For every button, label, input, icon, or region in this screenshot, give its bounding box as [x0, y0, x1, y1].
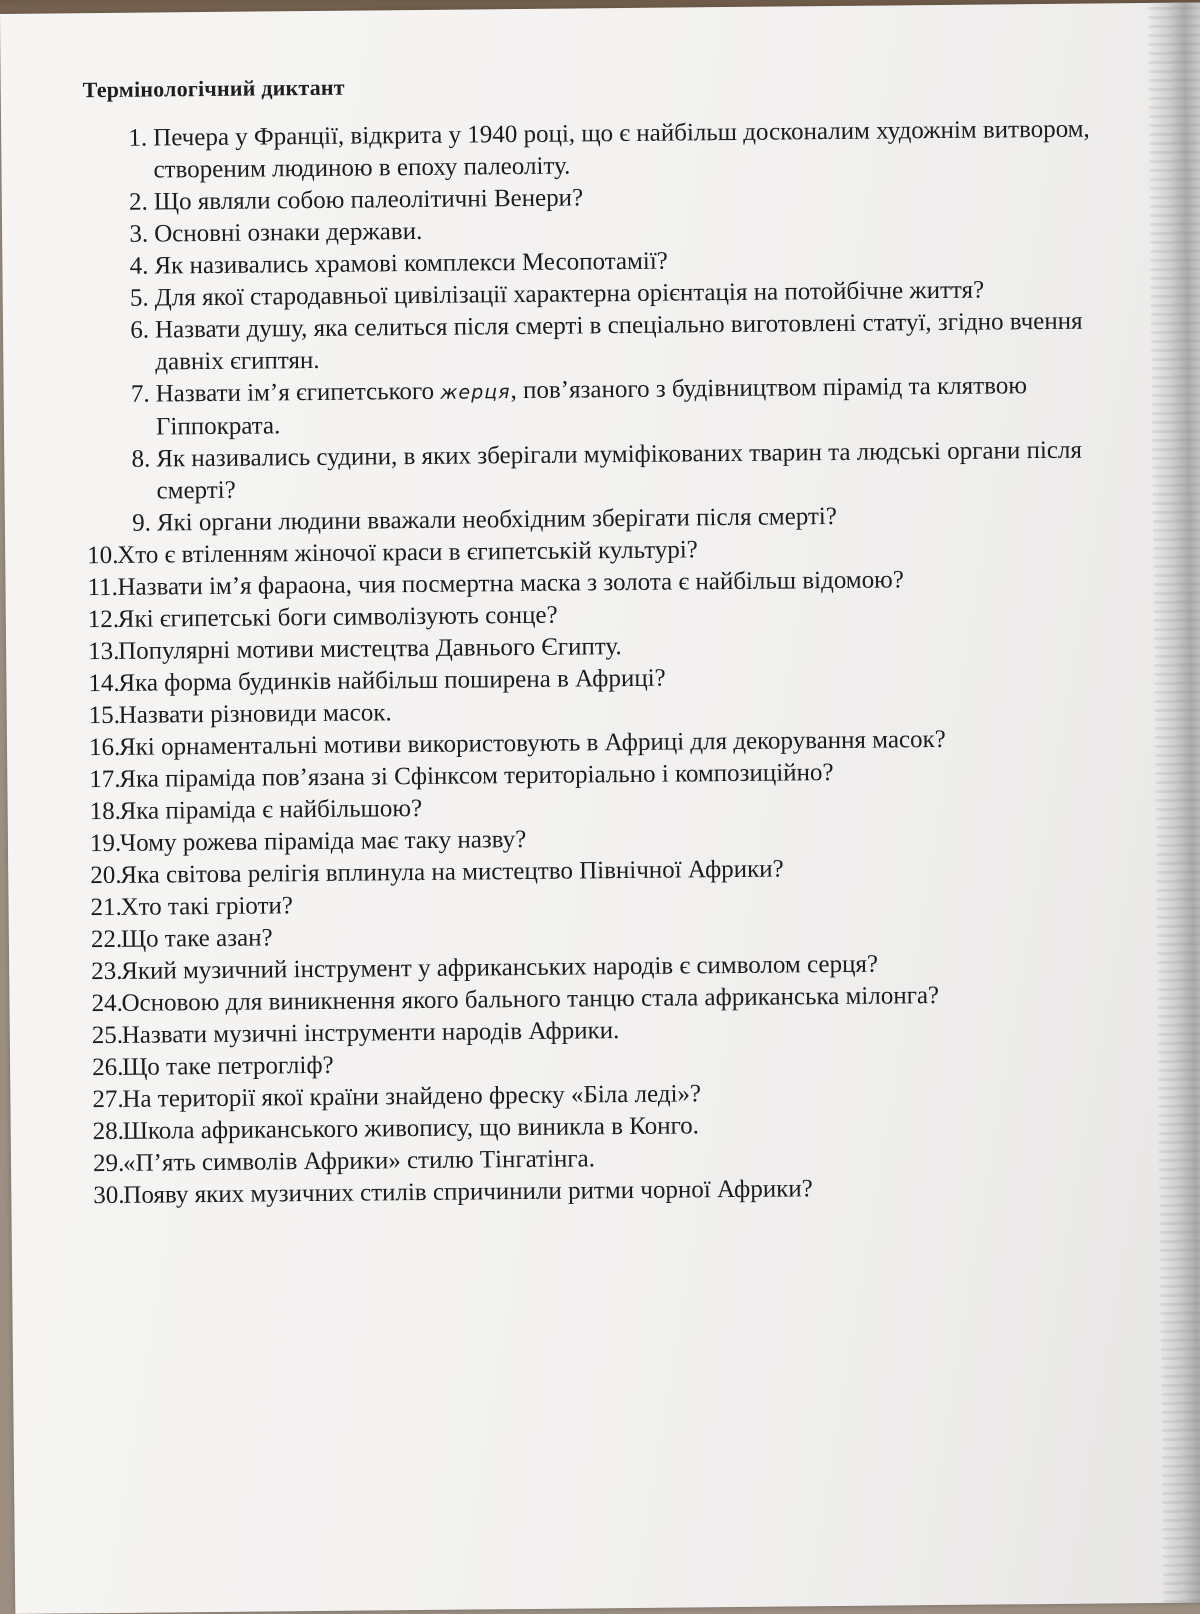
question-number: 12. — [87, 605, 120, 634]
question-text: Яка світова релігія вплинула на мистецтво Північної Африки? — [120, 855, 784, 889]
question-text: Які органи людини вважали необхідним зберігати після смерті? — [156, 502, 838, 537]
question-text: Назвати ім’я фараона, чия посмертна маска з золота є найбільш відомою? — [117, 566, 905, 601]
question-text: Які орнаментальні мотиви використовують в Африці для декорування масок? — [118, 725, 946, 761]
question-text: Хто такі гріоти? — [120, 892, 294, 921]
question-text: «П’ять символів Африки» стилю Тінгатінга. — [122, 1145, 596, 1177]
question-text: Основою для виникнення якого бального танцю стала африканська мілонга? — [121, 982, 940, 1017]
question-text: Що таке азан? — [120, 924, 273, 953]
question-text: Який музичний інструмент у африканських народів є символом серця? — [121, 950, 879, 985]
question-text: Яка піраміда пов’язана зі Сфінксом територіально і композиційно? — [119, 759, 834, 793]
question-number: 8. — [131, 445, 151, 473]
question-text: Назвати різновиди масок. — [118, 699, 392, 729]
question-item — [86, 369, 1157, 444]
question-text: Печера у Франції, відкрита у 1940 році, що є найбільш досконалим художнім витвором, створеним людиною в епоху палеоліту. — [153, 115, 1090, 184]
question-item — [83, 113, 1154, 187]
document-title: Термінологічний диктант — [82, 74, 345, 103]
document-body — [83, 67, 1164, 1212]
question-number: 29. — [92, 1149, 125, 1178]
question-text: Для якої стародавньої цивілізації характерна орієнтація на потойбічне життя? — [154, 276, 985, 312]
question-text: Популярні мотиви мистецтва Давнього Єгипту. — [117, 633, 622, 665]
question-number: 9. — [132, 509, 152, 537]
question-text-part: Назвати ім’я єгипетського — [155, 377, 441, 408]
question-text: Що являли собою палеолітичні Венери? — [153, 184, 584, 216]
question-text — [156, 369, 1157, 444]
question-number: 10. — [87, 541, 119, 570]
question-text: Школа африканського живопису, що виникла в Конго. — [122, 1112, 700, 1145]
question-number: 14. — [88, 669, 120, 698]
question-text-part: , пов’язаного з будівництвом пірамід та клятвою Гіппократа. — [155, 372, 1028, 441]
question-text: Основні ознаки держави. — [153, 217, 423, 248]
question-text: Які єгипетські боги символізують сонце? — [117, 601, 558, 633]
question-number: 21. — [90, 893, 122, 922]
question-number: 23. — [91, 957, 123, 986]
question-number: 15. — [88, 701, 121, 730]
question-text: Що таке петрогліф? — [121, 1051, 334, 1081]
question-text: Назвати музичні інструменти народів Африки. — [121, 1017, 620, 1049]
question-number: 5. — [129, 284, 149, 312]
question-text: Як називались судини, в яких зберігали муміфікованих тварин та людські органи після смерті? — [156, 436, 1083, 505]
question-number: 27. — [92, 1085, 124, 1114]
question-number: 6. — [130, 316, 150, 344]
question-item — [86, 434, 1157, 508]
question-number: 25. — [91, 1021, 124, 1050]
question-text: Появу яких музичних стилів спричинили ритми чорної Африки? — [123, 1175, 813, 1209]
question-text: Яка форма будинків найбільш поширена в Африці? — [118, 664, 666, 697]
question-text: Чому рожева піраміда має таку назву? — [119, 825, 527, 857]
question-number: 22. — [90, 925, 123, 954]
question-number: 30. — [93, 1181, 125, 1210]
question-text: Як називались храмові комплекси Месопотамії? — [154, 247, 668, 280]
question-list — [83, 113, 1163, 1212]
question-number: 2. — [128, 188, 148, 216]
question-number: 26. — [91, 1053, 124, 1082]
question-number: 3. — [129, 220, 149, 248]
question-text: На території якої країни знайдено фреску «Біла леді»? — [122, 1080, 702, 1113]
question-number: 7. — [130, 380, 150, 408]
question-number: 16. — [88, 733, 121, 762]
question-number: 4. — [129, 252, 149, 280]
question-number: 19. — [89, 829, 122, 858]
handwritten-insertion: жерця — [440, 381, 511, 404]
question-number: 28. — [92, 1117, 125, 1146]
question-number: 1. — [128, 124, 148, 152]
question-text: Яка піраміда є найбільшою? — [119, 794, 423, 825]
question-number: 24. — [91, 989, 123, 1018]
question-number: 17. — [89, 765, 121, 794]
question-text: Назвати душу, яка селиться після смерті в спеціально виготовлені статуї, згідно вчення давніх єгиптян. — [154, 307, 1083, 376]
question-item — [85, 305, 1156, 379]
question-number: 13. — [87, 637, 120, 666]
paper-sheet — [0, 2, 1200, 1613]
question-text: Хто є втіленням жіночої краси в єгипетській культурі? — [117, 536, 698, 569]
question-number: 18. — [89, 797, 122, 826]
question-number: 11. — [87, 573, 118, 602]
question-number: 20. — [90, 861, 122, 890]
